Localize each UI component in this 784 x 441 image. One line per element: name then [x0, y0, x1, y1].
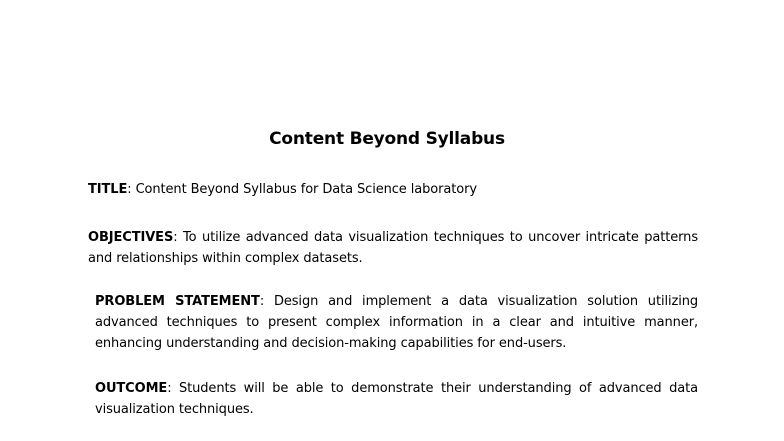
objectives-paragraph [88, 227, 698, 269]
outcome-paragraph [95, 378, 698, 420]
objectives-separator: : [173, 230, 178, 245]
outcome-text: Students will be able to demonstrate their understanding of advanced data visualization techniques. [95, 381, 698, 417]
outcome-separator: : [167, 381, 172, 396]
document-heading: Content Beyond Syllabus [269, 129, 505, 149]
objectives-text: To utilize advanced data visualization techniques to uncover intricate patterns and relationships within complex datasets. [88, 230, 698, 266]
objectives-label: OBJECTIVES [88, 230, 174, 245]
title-paragraph [88, 179, 698, 200]
title-separator: : [127, 182, 132, 197]
title-label: TITLE [88, 182, 128, 197]
title-text: Content Beyond Syllabus for Data Science laboratory [131, 182, 477, 197]
outcome-label: OUTCOME [95, 381, 168, 396]
problem-statement-separator: : [259, 294, 265, 309]
problem-statement-paragraph [95, 291, 698, 354]
problem-statement-text: Design and implement a data visualization solution utilizing advanced techniques to present complex information in a clear and intuitive manner, enhancing understanding and decision-making capabilities for end-users. [95, 294, 699, 351]
problem-statement-label: PROBLEM STATEMENT [95, 294, 260, 309]
